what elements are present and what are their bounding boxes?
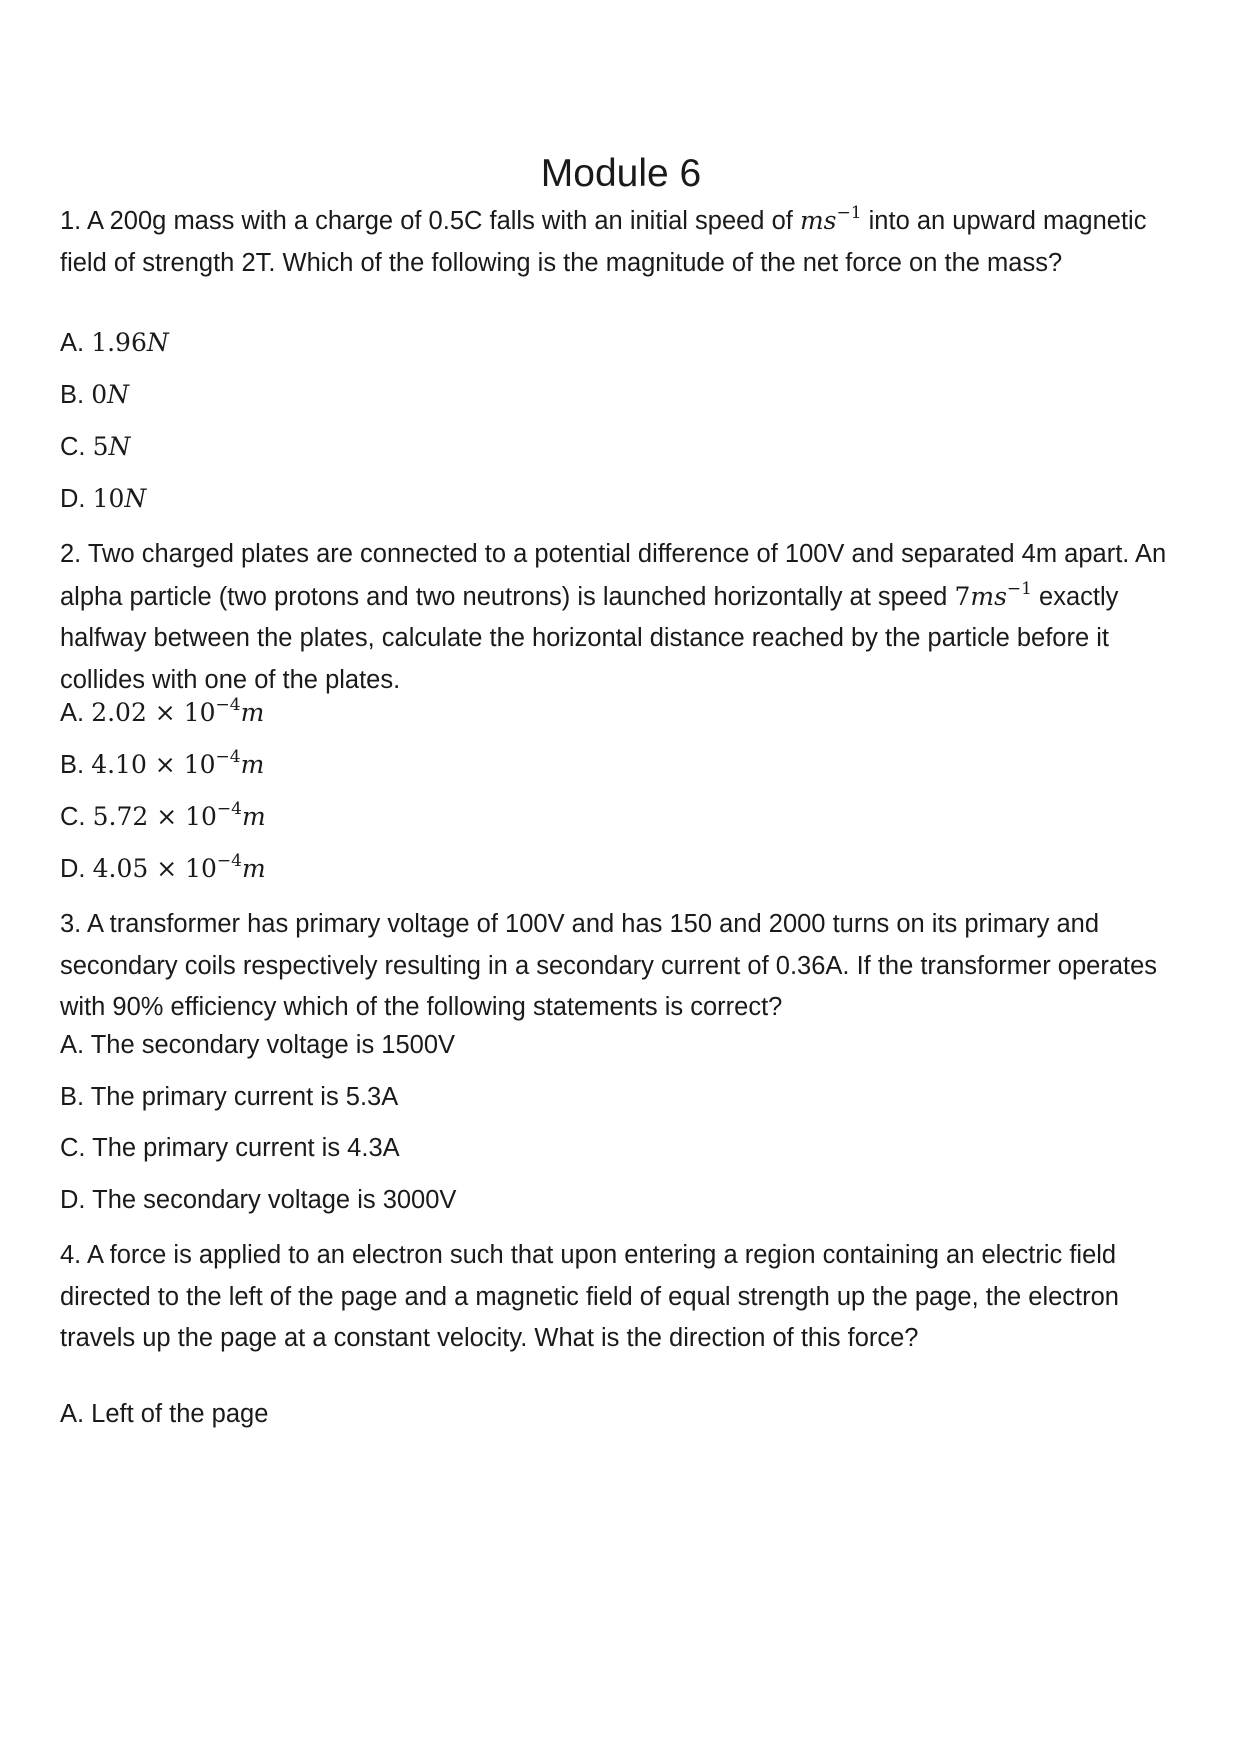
question-4-stem: 4. A force is applied to an electron such that upon entering a region containing an electric field directed to the left of the page and a magnetic field of equal strength up the page, the electron travels up the page at a constant velocity. What is the direction of this force? [60, 1241, 1119, 1352]
question-1-option-c: C. 5N [60, 432, 131, 461]
question-2-option-d: D. $4.05 \times 10^{-4}m$ [60, 851, 266, 883]
question-2-stem [60, 534, 1190, 701]
question-3-option-b: B. The primary current is 5.3A [60, 1083, 399, 1111]
question-text: into an upward magnetic field of strength 2T. Which of the following is the magnitude of the net force on the mass? [60, 207, 1147, 277]
question-1-option-d: D. 10N [60, 484, 147, 513]
question-2-option-b: B. $4.10 \times 10^{-4}m$ [60, 747, 265, 779]
question-3-option-d: D. The secondary voltage is 3000V [60, 1186, 457, 1214]
question-3-option-c: C. The primary current is 4.3A [60, 1134, 400, 1162]
question-4-option-a: A. Left of the page [60, 1400, 269, 1428]
question-3-option-a: A. The secondary voltage is 1500V [60, 1031, 456, 1059]
question-1-option-a: A. 1.96N [60, 328, 169, 357]
question-text: 2. Two charged plates are connected to a potential difference of 100V and separated 4m apart. An alpha particle (two protons and two neutrons) is launched horizontally at speed [60, 540, 1167, 611]
question-1-stem [60, 200, 1190, 284]
speed-value: $7ms^{-1}$ [954, 578, 1032, 611]
unit-symbol: $ms^{-1}$ [799, 203, 862, 235]
question-2-option-c: C. $5.72 \times 10^{-4}m$ [60, 799, 266, 831]
question-2-option-a: A. $2.02 \times 10^{-4}m$ [60, 695, 265, 727]
question-text: 1. A 200g mass with a charge of 0.5C falls with an initial speed of [60, 207, 800, 235]
question-text: exactly halfway between the plates, calculate the horizontal distance reached by the particle before it collides with one of the plates. [60, 582, 1119, 694]
question-3-stem: 3. A transformer has primary voltage of 100V and has 150 and 2000 turns on its primary and secondary coils respectively resulting in a secondary current of 0.36A. If the transformer operates with 90% efficiency which of the following statements is correct? [60, 910, 1158, 1021]
page-title: Module 6 [540, 152, 702, 195]
question-1-option-b: B. 0N [60, 380, 129, 409]
